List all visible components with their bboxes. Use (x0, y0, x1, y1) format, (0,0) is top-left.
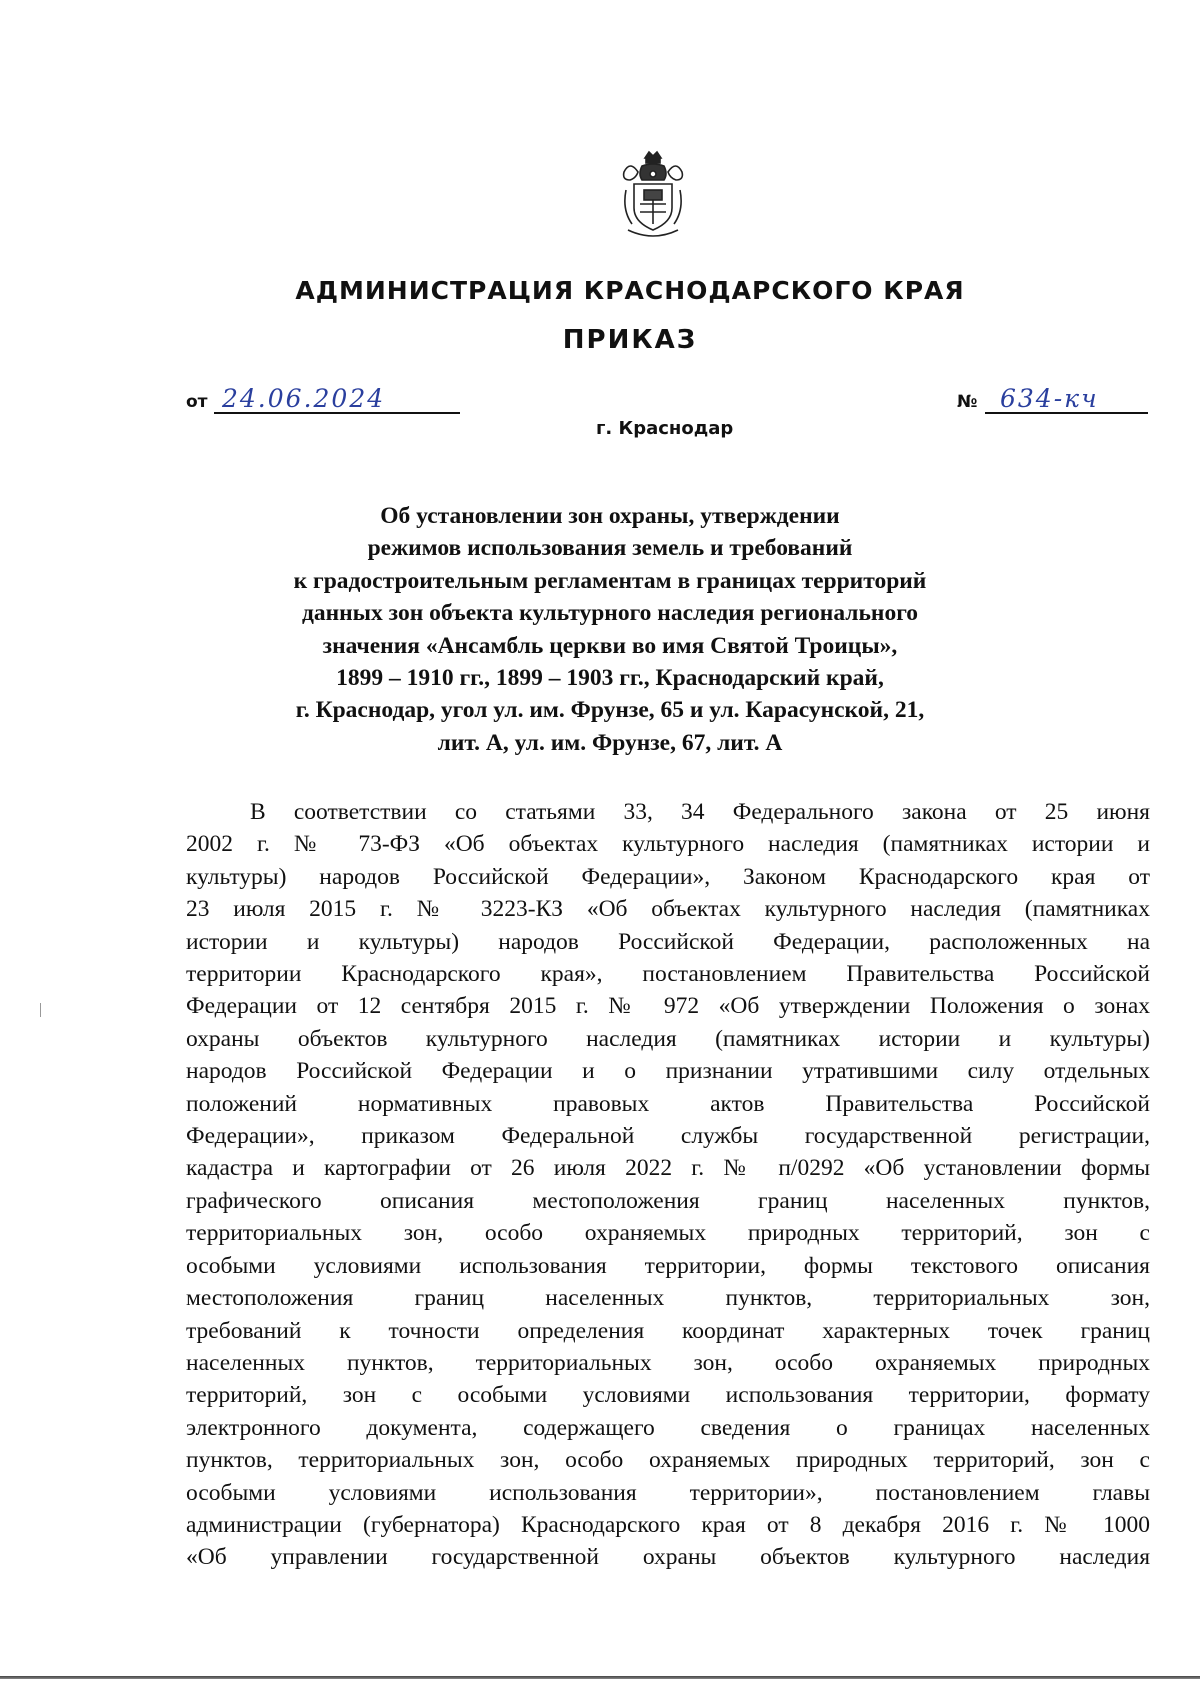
heading-line: 1899 – 1910 гг., 1899 – 1903 гг., Краснодарский край, (336, 665, 884, 692)
heading-line: г. Краснодар, угол ул. им. Фрунзе, 65 и ул. Карасунской, 21, (295, 697, 925, 724)
body-line: местоположения границ населенных пунктов, территориальных зон, (186, 1285, 1150, 1312)
handwritten-number: 634-кч (1000, 384, 1099, 413)
city-line: г. Краснодар (596, 418, 734, 439)
body-paragraph (186, 796, 1150, 1574)
body-line: требований к точности определения координат характерных точек границ (186, 1317, 1150, 1344)
body-line: кадастра и картографии от 26 июля 2022 г. № п/0292 «Об установлении формы (186, 1155, 1150, 1182)
body-line: народов Российской Федерации и о признании утратившими силу отдельных (186, 1058, 1150, 1085)
body-line: охраны объектов культурного наследия (памятниках истории и культуры) (186, 1025, 1150, 1052)
heading-line: данных зон объекта культурного наследия регионального (301, 600, 919, 627)
heading-line: значения «Ансамбль церкви во имя Святой Троицы», (322, 632, 898, 659)
body-line: культуры) народов Российской Федерации», Законом Краснодарского края от (186, 863, 1150, 890)
heading-line: лит. А, ул. им. Фрунзе, 67, лит. А (437, 729, 783, 756)
scan-artifact (40, 1003, 41, 1017)
document-type-title: ПРИКАЗ (562, 325, 698, 355)
body-line: администрации (губернатора) Краснодарского края от 8 декабря 2016 г. № 1000 (186, 1511, 1150, 1538)
body-line: территории Краснодарского края», постановлением Правительства Российской (186, 961, 1150, 988)
number-prefix: № (957, 392, 978, 412)
body-line: 23 июля 2015 г. № 3223-КЗ «Об объектах культурного наследия (памятниках (186, 896, 1150, 923)
body-line: 2002 г. № 73-ФЗ «Об объектах культурного наследия (памятниках истории и (186, 831, 1150, 858)
heading-line: Об установлении зон охраны, утверждении (380, 503, 840, 529)
body-line: В соответствии со статьями 33, 34 Федерального закона от 25 июня (250, 799, 1150, 825)
heading-line: режимов использования земель и требований (367, 535, 853, 562)
body-line: положений нормативных правовых актов Правительства Российской (186, 1090, 1150, 1117)
body-line: особыми условиями использования территории», постановлением главы (186, 1479, 1150, 1506)
body-line: населенных пунктов, территориальных зон, особо охраняемых природных (186, 1349, 1150, 1376)
body-line: графического описания местоположения границ населенных пунктов, (186, 1187, 1150, 1214)
body-line: пунктов, территориальных зон, особо охраняемых природных территорий, зон с (186, 1447, 1150, 1474)
body-line: «Об управлении государственной охраны объектов культурного наследия (186, 1544, 1150, 1571)
body-line: Федерации», приказом Федеральной службы государственной регистрации, (186, 1123, 1150, 1150)
document-heading (240, 500, 980, 759)
body-line: особыми условиями использования территории, формы текстового описания (186, 1252, 1150, 1279)
body-line: Федерации от 12 сентября 2015 г. № 972 «Об утверждении Положения о зонах (186, 993, 1150, 1020)
heading-line: к градостроительным регламентам в границах территорий (293, 567, 927, 594)
organization-title: АДМИНИСТРАЦИЯ КРАСНОДАРСКОГО КРАЯ (295, 276, 965, 305)
body-line: истории и культуры) народов Российской Федерации, расположенных на (186, 928, 1150, 955)
handwritten-date: 24.06.2024 (222, 384, 386, 413)
coat-of-arms-icon (620, 150, 686, 242)
page-bottom-edge (0, 1676, 1200, 1679)
body-line: территорий, зон с особыми условиями использования территории, формату (186, 1382, 1150, 1409)
date-prefix: от (186, 392, 208, 412)
body-line: электронного документа, содержащего сведения о границах населенных (186, 1414, 1150, 1441)
body-line: территориальных зон, особо охраняемых природных территорий, зон с (186, 1220, 1150, 1247)
